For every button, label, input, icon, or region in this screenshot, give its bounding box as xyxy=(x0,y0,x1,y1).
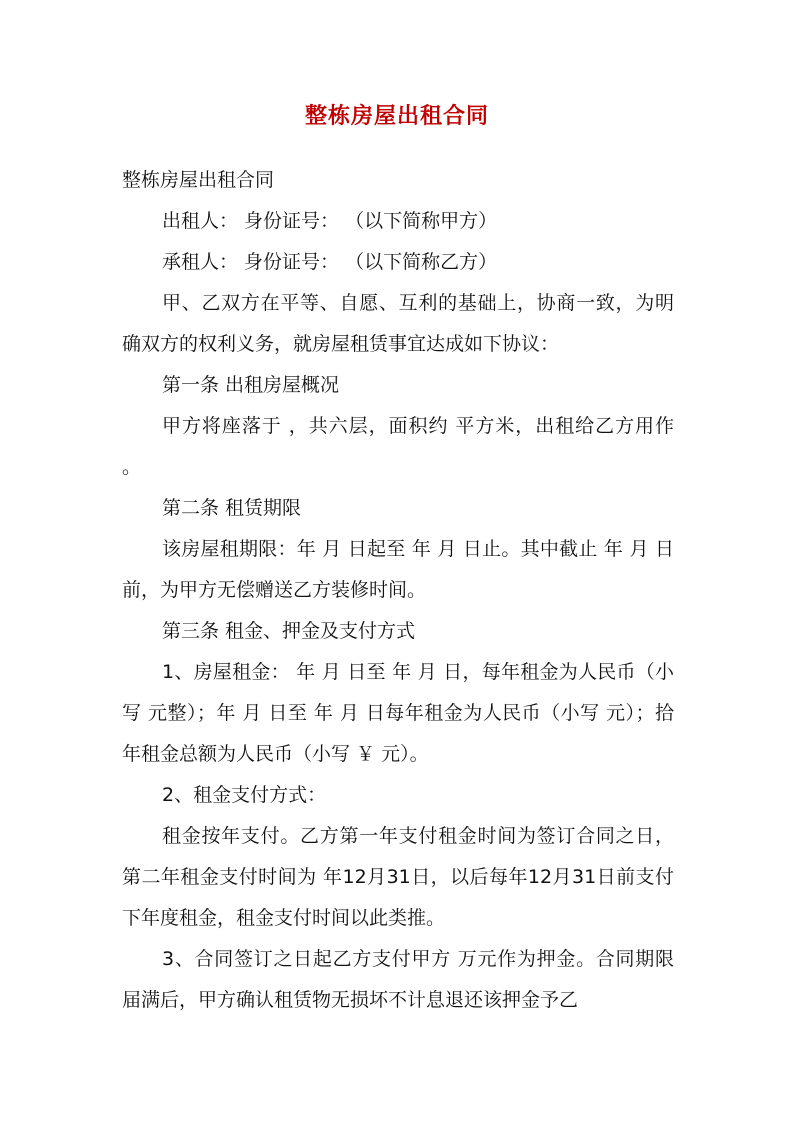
paragraph-preamble: 甲、乙双方在平等、自愿、互利的基础上，协商一致，为明确双方的权利义务，就房屋租赁事宜达成如下协议： xyxy=(122,292,674,355)
paragraph-heading: 整栋房屋出租合同 xyxy=(122,169,275,191)
clause-3-heading: 第三条 租金、押金及支付方式 xyxy=(162,620,416,642)
document-body xyxy=(122,160,674,1021)
clause-1-heading: 第一条 出租房屋概况 xyxy=(162,374,340,396)
clause-3-item-2-text: 租金按年支付。乙方第一年支付租金时间为签订合同之日，第二年租金支付时间为 年12月31日，以后每年12月31日前支付下年度租金，租金支付时间以此类推。 xyxy=(122,825,674,929)
clause-2-heading: 第二条 租赁期限 xyxy=(162,497,302,519)
clause-3-item-2: 2、租金支付方式： xyxy=(162,784,327,806)
paragraph-lessee: 承租人： 身份证号： （以下简称乙方） xyxy=(162,251,498,273)
clause-3-item-3: 3、合同签订之日起乙方支付甲方 万元作为押金。合同期限届满后，甲方确认租赁物无损坏不计息退还该押金予乙 xyxy=(122,948,674,1011)
paragraph-lessor: 出租人： 身份证号： （以下简称甲方） xyxy=(162,210,498,232)
clause-1-text: 甲方将座落于 ，共六层，面积约 平方米，出租给乙方用作 。 xyxy=(122,415,674,478)
clause-3-item-1: 1、房屋租金： 年 月 日至 年 月 日，每年租金为人民币（小写 元整）；年 月 日至 年 月 日每年租金为人民币（小写 元）；拾年租金总额为人民币（小写 ￥ 元）。 xyxy=(122,661,674,765)
document-title: 整栋房屋出租合同 xyxy=(304,103,489,129)
clause-2-text: 该房屋租期限：年 月 日起至 年 月 日止。其中截止 年 月 日前，为甲方无偿赠送乙方装修时间。 xyxy=(122,538,674,601)
